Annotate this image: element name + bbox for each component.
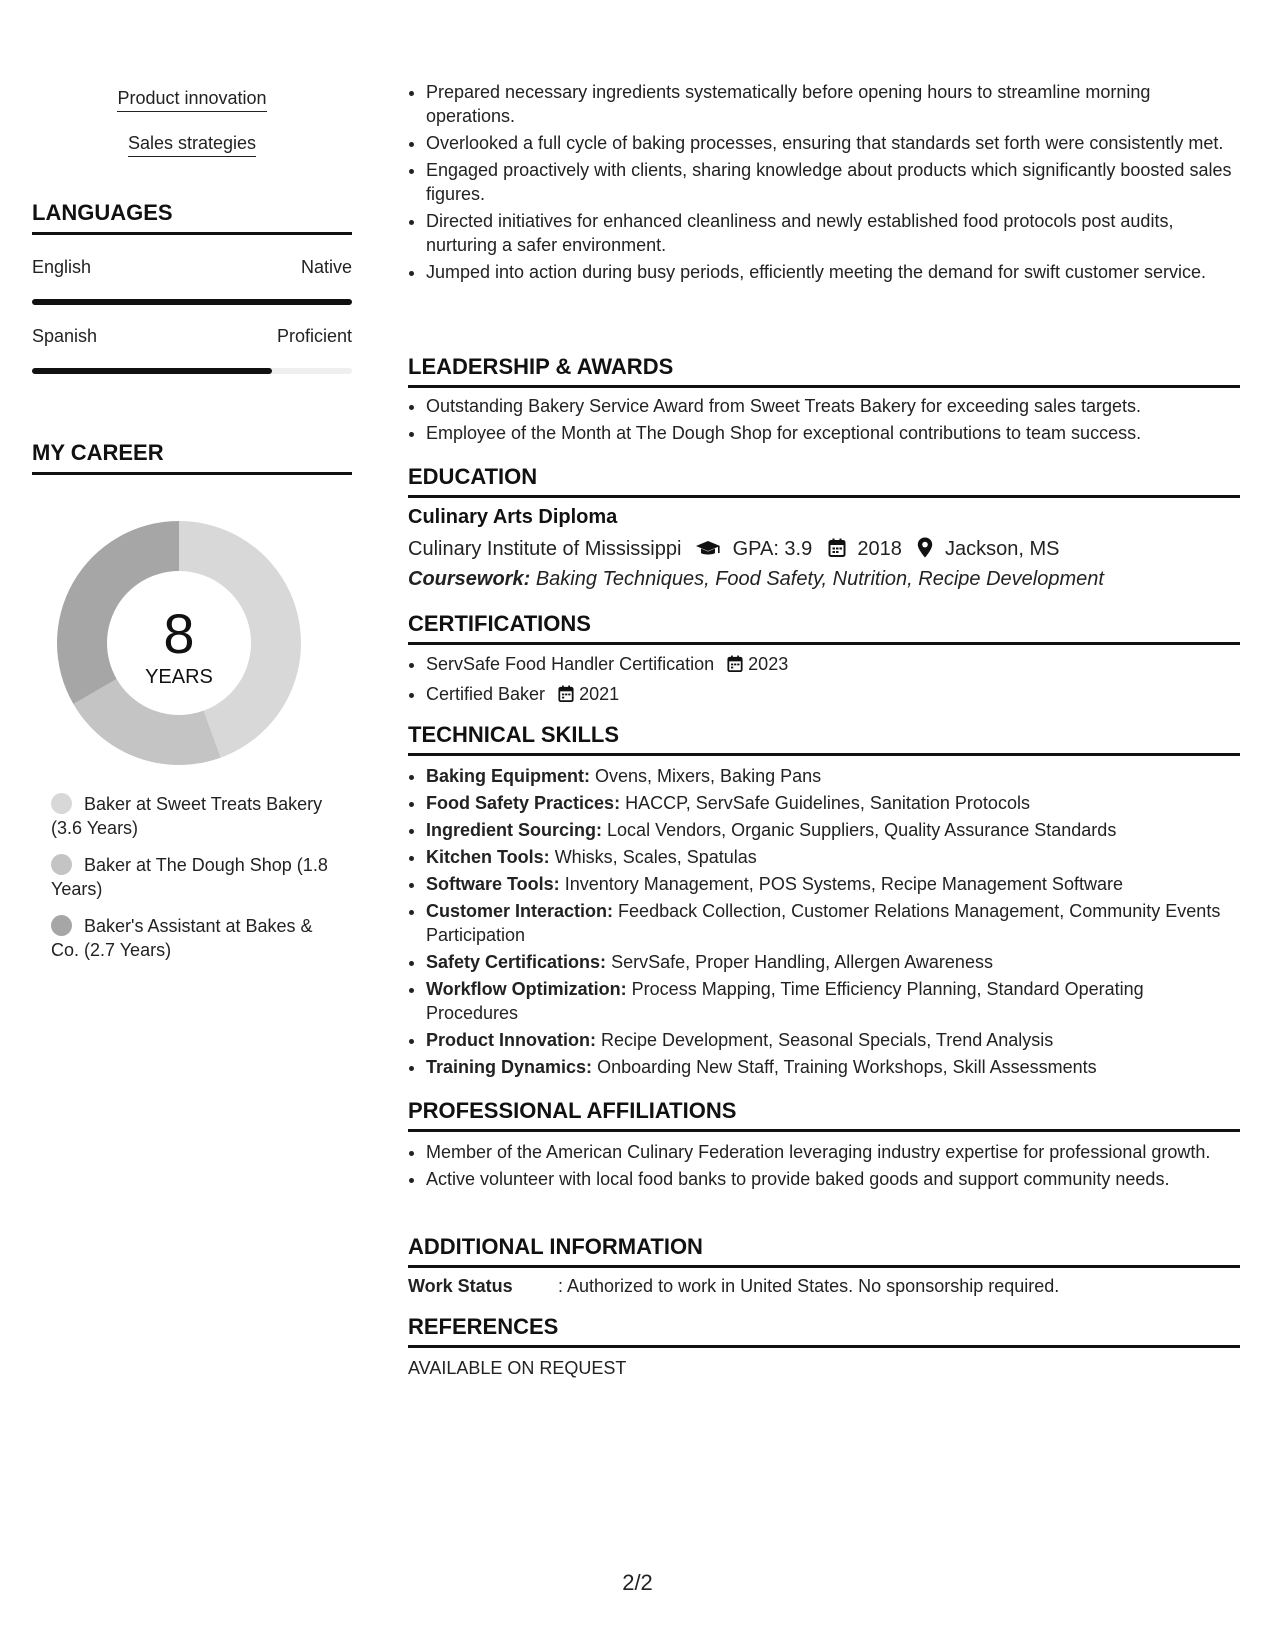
career-heading: MY CAREER	[32, 440, 352, 475]
experience-bullet: • Directed initiatives for enhanced cleanliness and newly established food protocols post audits, nurturing a safer environment.	[426, 209, 1236, 257]
technical-skill-item: • Baking Equipment: Ovens, Mixers, Baking Pans	[426, 764, 1236, 788]
coursework	[408, 568, 1240, 591]
legend-dot	[51, 915, 72, 936]
language-level: Proficient	[276, 326, 352, 346]
affiliations-list	[408, 1140, 1236, 1194]
location-pin-icon	[917, 537, 933, 564]
technical-skill-item: • Product Innovation: Recipe Development, Seasonal Specials, Trend Analysis	[426, 1028, 1236, 1052]
certification-year: 2023	[748, 654, 789, 674]
experience-bullet: • Prepared necessary ingredients systematically before opening hours to streamline morning operations.	[426, 80, 1236, 128]
calendar-icon	[727, 655, 743, 679]
additional-info-heading: ADDITIONAL INFORMATION	[408, 1234, 1240, 1268]
graduation-year: 2018	[857, 538, 902, 560]
references-value: AVAILABLE ON REQUEST	[408, 1358, 627, 1378]
affiliation-item: • Active volunteer with local food banks to provide baked goods and support community needs.	[426, 1167, 1236, 1191]
skill-item: Sales strategies	[32, 133, 352, 154]
school-name: Culinary Institute of Mississippi	[408, 538, 682, 560]
languages-heading: LANGUAGES	[32, 200, 352, 235]
experience-bullet: • Overlooked a full cycle of baking processes, ensuring that standards set forth were consistently met.	[426, 131, 1236, 155]
education-details	[408, 537, 1240, 564]
skill-item: Product innovation	[32, 88, 352, 109]
language-level-bar	[32, 299, 352, 305]
language-name: Spanish	[32, 326, 98, 346]
page-number: 2/2	[622, 1570, 653, 1595]
work-status-value: : Authorized to work in United States. No sponsorship required.	[558, 1276, 1060, 1296]
coursework-list: Baking Techniques, Food Safety, Nutrition, Recipe Development	[535, 568, 1104, 590]
legend-dot	[51, 793, 72, 814]
leadership-heading: LEADERSHIP & AWARDS	[408, 354, 1240, 388]
certification-name: Certified Baker	[426, 684, 546, 704]
language-level-bar	[32, 368, 352, 374]
award-item: • Outstanding Bakery Service Award from Sweet Treats Bakery for exceeding sales targets.	[426, 394, 1236, 418]
certifications-heading: CERTIFICATIONS	[408, 611, 1240, 645]
technical-skill-item: • Food Safety Practices: HACCP, ServSafe Guidelines, Sanitation Protocols	[426, 791, 1236, 815]
technical-skill-item: • Workflow Optimization: Process Mapping, Time Efficiency Planning, Standard Operating Procedures	[426, 977, 1236, 1025]
certification-item	[426, 652, 1236, 679]
affiliation-item: • Member of the American Culinary Federation leveraging industry expertise for professional growth.	[426, 1140, 1236, 1164]
leadership-list	[408, 394, 1236, 448]
calendar-icon	[828, 538, 846, 564]
experience-bullet: • Engaged proactively with clients, sharing knowledge about products which significantly boosted sales figures.	[426, 158, 1236, 206]
legend-dot	[51, 854, 72, 875]
technical-skill-item: • Kitchen Tools: Whisks, Scales, Spatulas	[426, 845, 1236, 869]
career-years-unit: YEARS	[145, 666, 213, 688]
experience-bullets	[408, 80, 1236, 287]
certifications-list	[408, 652, 1236, 712]
award-item: • Employee of the Month at The Dough Shop for exceptional contributions to team success.	[426, 421, 1236, 445]
career-donut-center	[56, 520, 302, 766]
technical-skill-item: • Training Dynamics: Onboarding New Staff, Training Workshops, Skill Assessments	[426, 1055, 1236, 1079]
technical-skill-item: • Software Tools: Inventory Management, POS Systems, Recipe Management Software	[426, 872, 1236, 896]
education-heading: EDUCATION	[408, 464, 1240, 498]
affiliations-heading: PROFESSIONAL AFFILIATIONS	[408, 1098, 1240, 1132]
experience-bullet: • Jumped into action during busy periods, efficiently meeting the demand for swift customer service.	[426, 260, 1236, 284]
certification-year: 2021	[579, 684, 620, 704]
references-heading: REFERENCES	[408, 1314, 1240, 1348]
calendar-icon	[558, 685, 574, 709]
career-legend-item: Baker at The Dough Shop (1.8 Years)	[51, 855, 328, 899]
work-status-label: Work Status	[408, 1276, 513, 1296]
coursework-label: Coursework:	[408, 568, 531, 590]
technical-skills-heading: TECHNICAL SKILLS	[408, 722, 1240, 756]
technical-skill-item: • Safety Certifications: ServSafe, Proper Handling, Allergen Awareness	[426, 950, 1236, 974]
language-name: English	[32, 257, 92, 277]
certification-item	[426, 682, 1236, 709]
graduation-cap-icon	[695, 540, 721, 564]
career-legend-item: Baker's Assistant at Bakes & Co. (2.7 Years)	[51, 916, 313, 960]
career-years-total: 8	[163, 602, 195, 665]
technical-skill-item: • Ingredient Sourcing: Local Vendors, Organic Suppliers, Quality Assurance Standards	[426, 818, 1236, 842]
language-level: Native	[300, 257, 352, 277]
career-legend-item: Baker at Sweet Treats Bakery (3.6 Years)	[51, 794, 323, 838]
degree-title: Culinary Arts Diploma	[408, 506, 618, 528]
technical-skills-list	[408, 764, 1236, 1082]
school-location: Jackson, MS	[944, 538, 1060, 560]
gpa: GPA: 3.9	[732, 538, 813, 560]
technical-skill-item: • Customer Interaction: Feedback Collection, Customer Relations Management, Community Events Participation	[426, 899, 1236, 947]
certification-name: ServSafe Food Handler Certification	[426, 654, 715, 674]
